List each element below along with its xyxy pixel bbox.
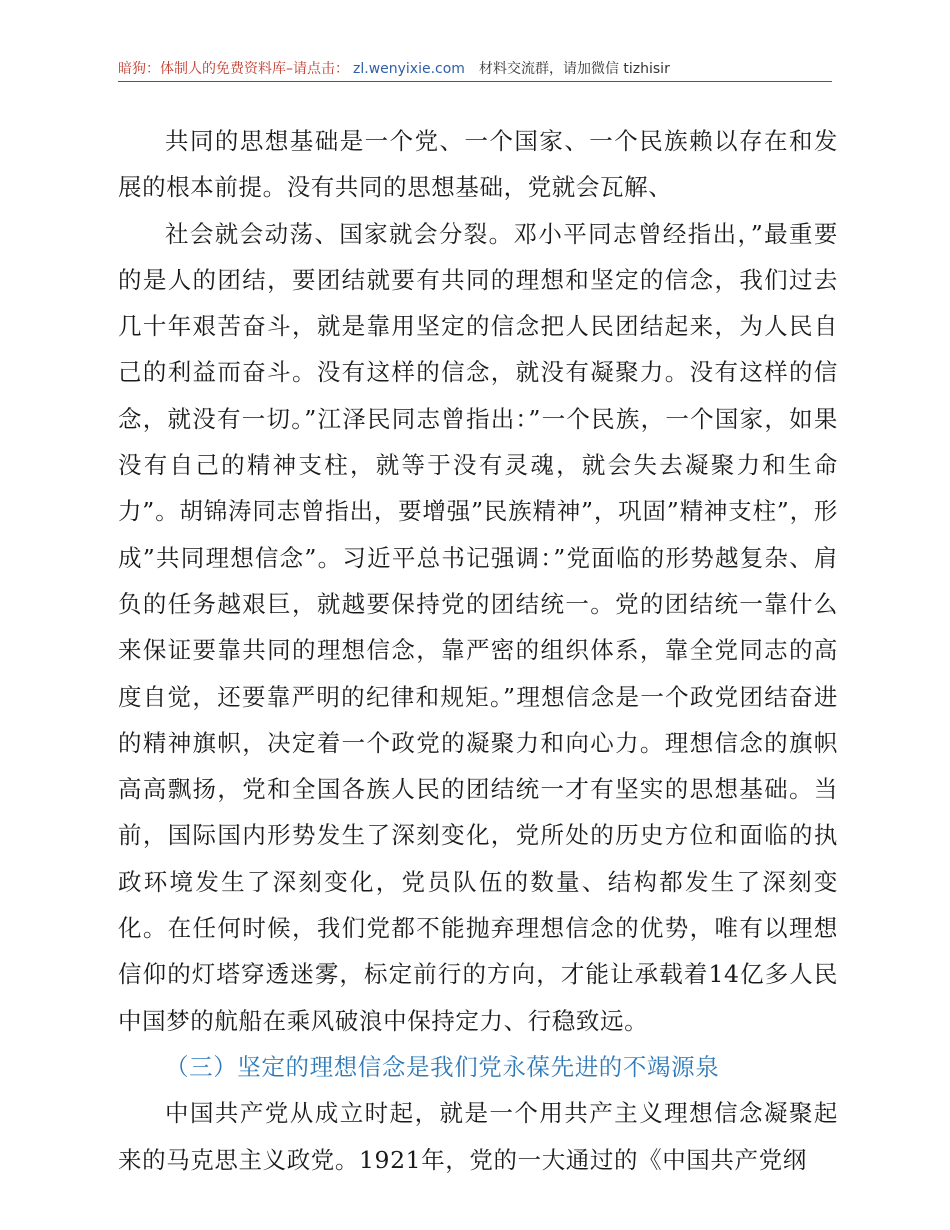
header-note: 材料交流群，请加微信 tizhisir	[478, 61, 670, 77]
header-divider	[118, 81, 832, 82]
page-header	[118, 58, 832, 78]
body-paragraph-1: 共同的思想基础是一个党、一个国家、一个民族赖以存在和发展的根本前提。没有共同的思想基础，党就会瓦解、	[118, 127, 838, 202]
header-brand: 暗狗：体制人的免费资料库	[118, 61, 286, 77]
document-body	[118, 118, 838, 1183]
header-link[interactable]: zl.wenyixie.com	[353, 61, 465, 77]
body-paragraph-3: 中国共产党从成立时起，就是一个用共产主义理想信念凝聚起来的马克思主义政党。1921年，党的一大通过的《中国共产党纲	[118, 1099, 838, 1174]
header-prompt: –请点击：	[286, 61, 349, 77]
body-paragraph-2: 社会就会动荡、国家就会分裂。邓小平同志曾经指出，”最重要的是人的团结，要团结就要有共同的理想和坚定的信念，我们过去几十年艰苦奋斗，就是靠用坚定的信念把人民团结起来，为人民自己的利益而奋斗。没有这样的信念，就没有凝聚力。没有这样的信念，就没有一切。”江泽民同志曾指出：”一个民族，一个国家，如果没有自己的精神支柱，就等于没有灵魂，就会失去凝聚力和生命力”。胡锦涛同志曾指出，要增强”民族精神”，巩固”精神支柱”，形成”共同理想信念”。习近平总书记强调：”党面临的形势越复杂、肩负的任务越艰巨，就越要保持党的团结统一。党的团结统一靠什么来保证要靠共同的理想信念，靠严密的组织体系，靠全党同志的高度自觉，还要靠严明的纪律和规矩。”理想信念是一个政党团结奋进的精神旗帜，决定着一个政党的凝聚力和向心力。理想信念的旗帜高高飘扬，党和全国各族人民的团结统一才有坚实的思想基础。当前，国际国内形势发生了深刻变化，党所处的历史方位和面临的执政环境发生了深刻变化，党员队伍的数量、结构都发生了深刻变化。在任何时候，我们党都不能抛弃理想信念的优势，唯有以理想信仰的灯塔穿透迷雾，标定前行的方向，才能让承载着14亿多人民中国梦的航船在乘风破浪中保持定力、行稳致远。	[118, 219, 838, 1035]
section-heading: （三）坚定的理想信念是我们党永葆先进的不竭源泉	[165, 1052, 720, 1081]
